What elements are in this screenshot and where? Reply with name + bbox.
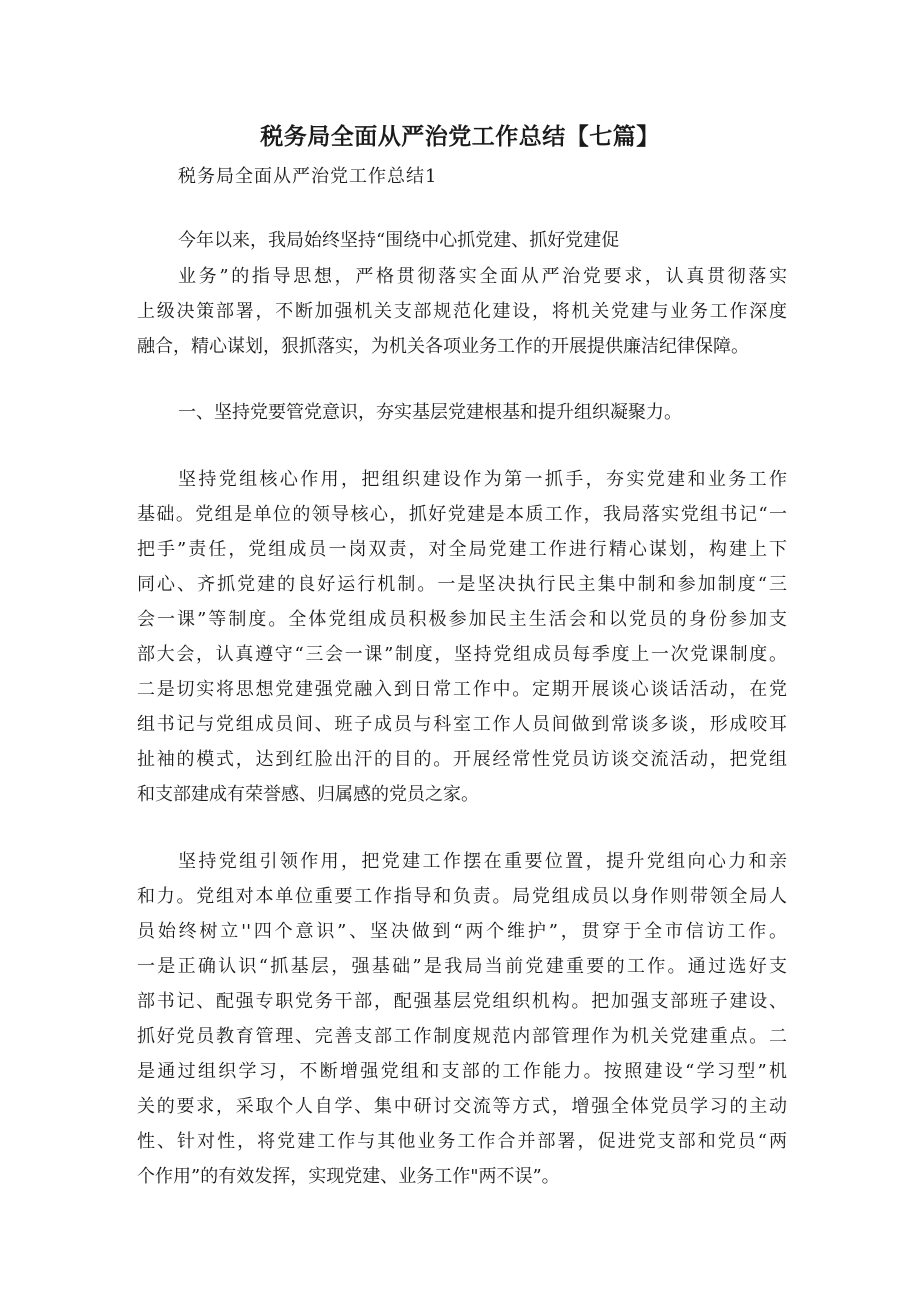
- document-subtitle: 税务局全面从严治党工作总结1: [178, 166, 438, 187]
- paragraph-line: 部大会，认真遵守“三会一课”制度，坚持党组成员每季度上一次党课制度。: [137, 644, 787, 665]
- paragraph-line: 性、针对性，将党建工作与其他业务工作合并部署，促进党支部和党员“两: [137, 1131, 787, 1152]
- paragraph-line: 基础。党组是单位的领导核心，抓好党建是本质工作，我局落实党组书记“一: [137, 504, 787, 525]
- paragraph-line: 个作用”的有效发挥，实现党建、业务工作"两不误”。: [137, 1166, 560, 1187]
- paragraph-line: 一是正确认识“抓基层，强基础”是我局当前党建重要的工作。通过选好支: [137, 956, 787, 977]
- paragraph-line: 和力。党组对本单位重要工作指导和负责。局党组成员以身作则带领全局人: [137, 886, 787, 907]
- intro-line: 融合，精心谋划，狠抓落实，为机关各项业务工作的开展提供廉洁纪律保障。: [137, 336, 749, 357]
- paragraph-line: 坚持党组引领作用，把党建工作摆在重要位置，提升党组向心力和亲: [178, 851, 787, 872]
- section-heading: 一、坚持党要管党意识，夯实基层党建根基和提升组织凝聚力。: [178, 402, 682, 423]
- paragraph-line: 组书记与党组成员间、班子成员与科室工作人员间做到常谈多谈，形成咬耳: [137, 714, 787, 735]
- paragraph-line: 关的要求，采取个人自学、集中研讨交流等方式，增强全体党员学习的主动: [137, 1096, 787, 1117]
- paragraph-line: 员始终树立''四个意识”、坚决做到“两个维护”，贯穿于全市信访工作。: [137, 921, 787, 942]
- intro-line: 上级决策部署，不断加强机关支部规范化建设，将机关党建与业务工作深度: [137, 301, 787, 322]
- paragraph-line: 坚持党组核心作用，把组织建设作为第一抓手，夯实党建和业务工作: [178, 469, 787, 490]
- paragraph-line: 把手”责任，党组成员一岗双责，对全局党建工作进行精心谋划，构建上下: [137, 539, 787, 560]
- paragraph-line: 同心、齐抓党建的良好运行机制。一是坚决执行民主集中制和参加制度“三: [137, 574, 787, 595]
- paragraph-line: 和支部建成有荣誉感、归属感的党员之家。: [137, 784, 479, 805]
- paragraph-line: 扯袖的模式，达到红脸出汗的目的。开展经常性党员访谈交流活动，把党组: [137, 749, 787, 770]
- paragraph-line: 二是切实将思想党建强党融入到日常工作中。定期开展谈心谈话活动，在党: [137, 679, 787, 700]
- paragraph-line: 部书记、配强专职党务干部，配强基层党组织机构。把加强支部班子建设、: [137, 991, 787, 1012]
- paragraph-line: 抓好党员教育管理、完善支部工作制度规范内部管理作为机关党建重点。二: [137, 1026, 787, 1047]
- intro-line: 今年以来，我局始终坚持“围绕中心抓党建、抓好党建促: [178, 230, 620, 251]
- paragraph-line: 会一课”等制度。全体党组成员积极参加民主生活会和以党员的身份参加支: [137, 609, 787, 630]
- document-title: 税务局全面从严治党工作总结【七篇】: [260, 124, 660, 150]
- paragraph-line: 是通过组织学习，不断增强党组和支部的工作能力。按照建设“学习型”机: [137, 1061, 787, 1082]
- intro-line: 业务”的指导思想，严格贯彻落实全面从严治党要求，认真贯彻落实: [178, 266, 787, 287]
